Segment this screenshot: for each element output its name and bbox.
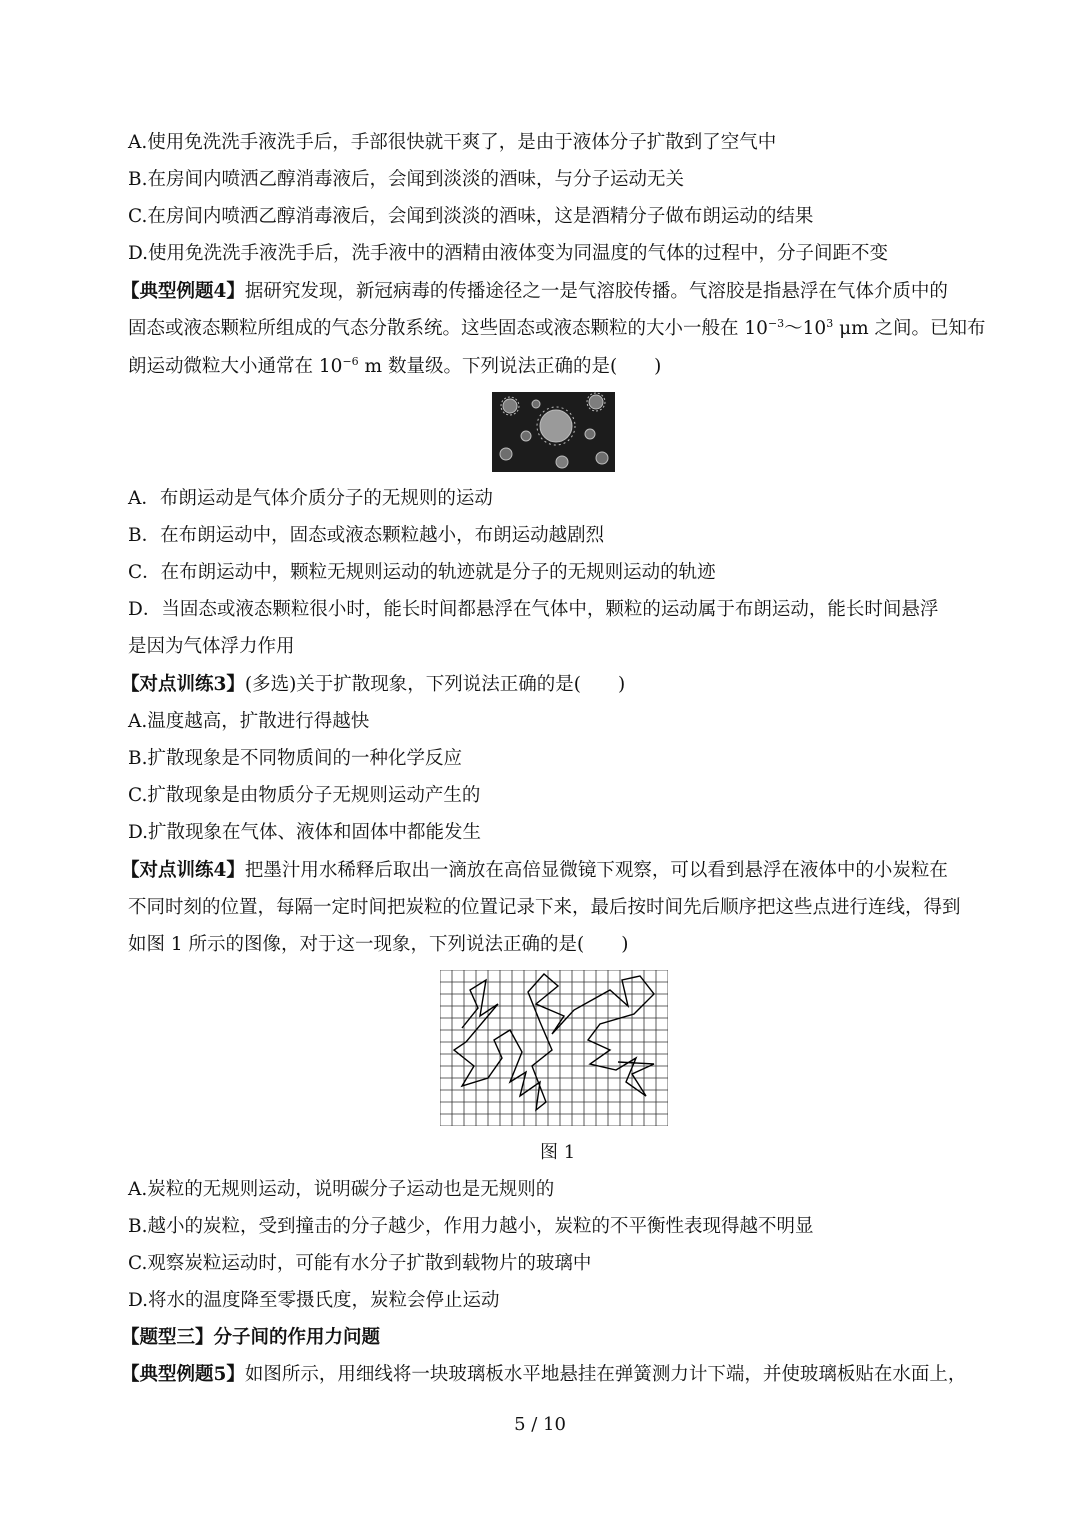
- example4-stem-line1: 【典型例题4】据研究发现，新冠病毒的传播途径之一是气溶胶传播。气溶胶是指悬浮在气体介质中的: [121, 281, 948, 302]
- training4-stem-line1: 【对点训练4】把墨汁用水稀释后取出一滴放在高倍显微镜下观察，可以看到悬浮在液体中的小炭粒在: [121, 860, 948, 881]
- training4-option-a: A.炭粒的无规则运动，说明碳分子运动也是无规则的: [128, 1179, 555, 1200]
- virus-micrograph-image: [492, 392, 615, 472]
- example4-label: 【典型例题4】: [121, 281, 245, 302]
- figure-grid: [440, 970, 668, 1126]
- page-number: 5 / 10: [514, 1414, 566, 1435]
- training4-option-b: B.越小的炭粒，受到撞击的分子越少，作用力越小，炭粒的不平衡性表现得越不明显: [128, 1216, 814, 1237]
- brownian-motion-grid-figure: [440, 970, 668, 1126]
- option-b: B.在房间内喷洒乙醇消毒液后，会闻到淡淡的酒味，与分子运动无关: [128, 169, 684, 190]
- example4-option-d-cont: 是因为气体浮力作用: [128, 636, 295, 657]
- section-title: 【题型三】分子间的作用力问题: [121, 1327, 381, 1348]
- training3-option-a: A.温度越高，扩散进行得越快: [128, 711, 370, 732]
- example4-option-c: C．在布朗运动中，颗粒无规则运动的轨迹就是分子的无规则运动的轨迹: [128, 562, 716, 583]
- training4-label: 【对点训练4】: [121, 860, 245, 881]
- training4-stem-line2: 不同时刻的位置，每隔一定时间把炭粒的位置记录下来，最后按时间先后顺序把这些点进行连线，得到: [128, 897, 961, 918]
- example5-label: 【典型例题5】: [121, 1364, 245, 1385]
- training4-stem-line3: 如图 1 所示的图像，对于这一现象，下列说法正确的是( ): [128, 934, 629, 955]
- training3-option-c: C.扩散现象是由物质分子无规则运动产生的: [128, 785, 481, 806]
- training4-option-d: D.将水的温度降至零摄氏度，炭粒会停止运动: [128, 1290, 500, 1311]
- figure-caption: 图 1: [540, 1142, 576, 1163]
- example4-stem-line2: 固态或液态颗粒所组成的气态分散系统。这些固态或液态颗粒的大小一般在 $10^{-3}\sim 10^3$ μm 之间。已知布: [128, 317, 986, 339]
- example4-stem-line3: 朗运动微粒大小通常在 $10^{-6}$ m 数量级。下列说法正确的是( ): [128, 355, 662, 377]
- training3-option-b: B.扩散现象是不同物质间的一种化学反应: [128, 748, 462, 769]
- option-c: C.在房间内喷洒乙醇消毒液后，会闻到淡淡的酒味，这是酒精分子做布朗运动的结果: [128, 206, 814, 227]
- example4-option-a: A．布朗运动是气体介质分子的无规则的运动: [128, 488, 493, 509]
- option-d: D.使用免洗洗手液洗手后，洗手液中的酒精由液体变为同温度的气体的过程中，分子间距不变: [128, 243, 889, 264]
- example4-option-d: D．当固态或液态颗粒很小时，能长时间都悬浮在气体中，颗粒的运动属于布朗运动，能长时间悬浮: [128, 599, 939, 620]
- training3-label: 【对点训练3】: [121, 674, 245, 695]
- option-a: A.使用免洗洗手液洗手后，手部很快就干爽了，是由于液体分子扩散到了空气中: [128, 132, 777, 153]
- training3-option-d: D.扩散现象在气体、液体和固体中都能发生: [128, 822, 482, 843]
- example5-stem-line1: 【典型例题5】如图所示，用细线将一块玻璃板水平地悬挂在弹簧测力计下端，并使玻璃板贴在水面上，: [121, 1364, 967, 1385]
- example4-option-b: B．在布朗运动中，固态或液态颗粒越小，布朗运动越剧烈: [128, 525, 605, 546]
- training4-option-c: C.观察炭粒运动时，可能有水分子扩散到载物片的玻璃中: [128, 1253, 592, 1274]
- training3-stem: 【对点训练3】(多选)关于扩散现象，下列说法正确的是( ): [121, 674, 626, 695]
